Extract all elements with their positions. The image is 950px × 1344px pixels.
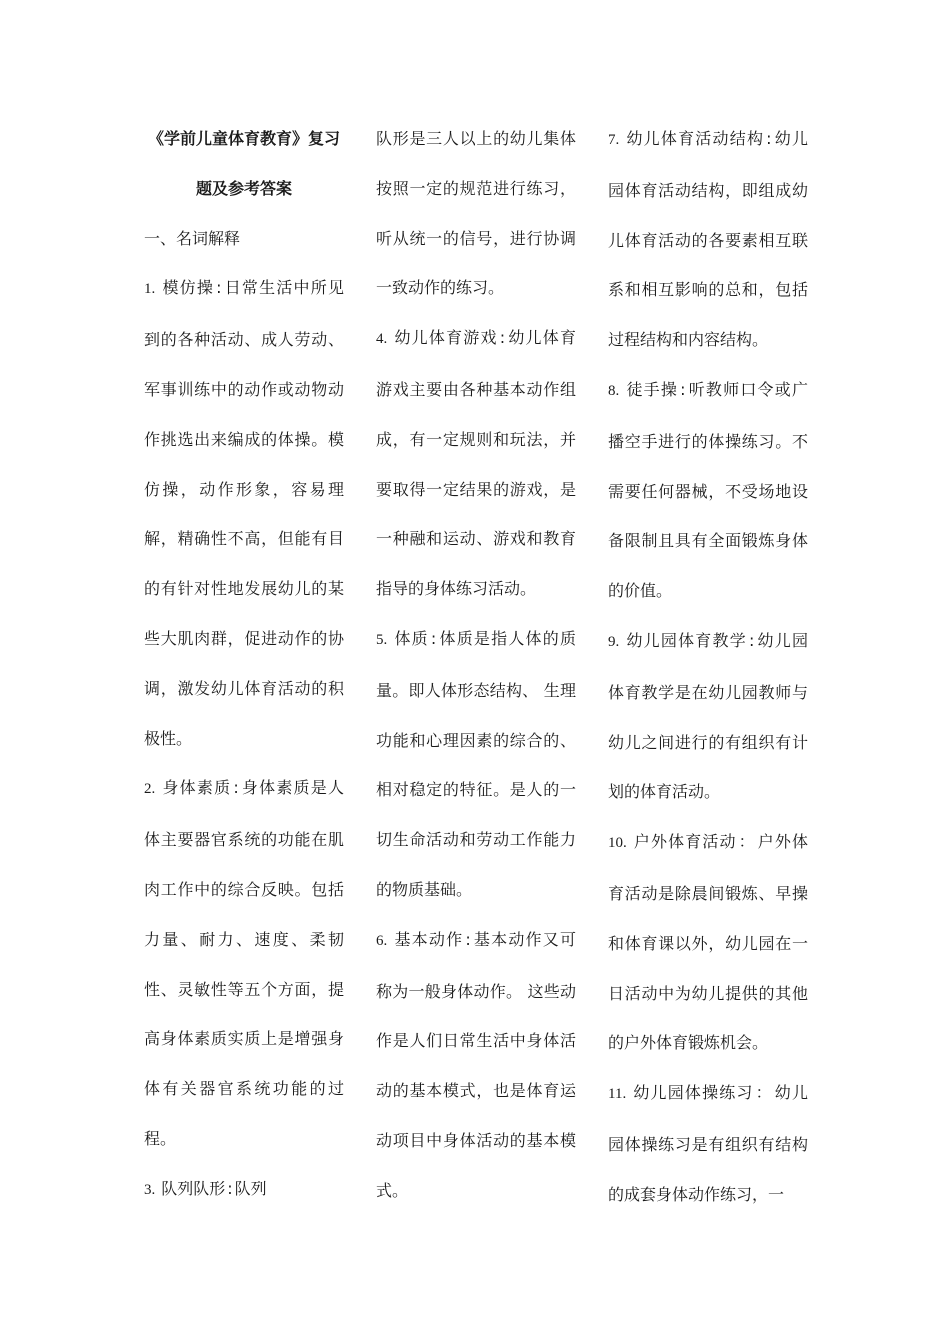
item-separator: :	[216, 278, 222, 298]
item-number: 9.	[608, 633, 620, 650]
item-definition: 基本动作又可称为一般身体动作。 这些动作是人们日常生活中身体活动的基本模式，也是体育运动项目中身体活动的基本模式。	[376, 929, 576, 1200]
definition-item-5	[376, 614, 576, 915]
item-term: 幼儿园体操练习	[632, 1083, 754, 1103]
item-separator: ：	[738, 832, 756, 852]
item-definition: 日常生活中所见到的各种活动、成人劳动、军事训练中的动作或动物动作挑选出来编成的体操。模仿操，动作形象，容易理解，精确性不高，但能有目的有针对性地发展幼儿的某些大肌肉群，促进动作的协调，激发幼儿体育活动的积极性。	[144, 278, 344, 748]
item-term: 基本动作	[393, 929, 464, 949]
definition-item-6	[376, 915, 576, 1216]
item-term: 模仿操	[161, 278, 215, 298]
item-number: 8.	[608, 382, 620, 399]
definition-item-10	[608, 817, 808, 1068]
item-separator: :	[680, 379, 686, 399]
item-separator: :	[499, 328, 506, 348]
item-term: 体质	[393, 628, 429, 648]
item-separator: :	[748, 630, 755, 650]
item-definition: 听教师口令或广播空手进行的体操练习。不需要任何器械，不受场地设备限制且具有全面锻炼身体的价值。	[608, 379, 808, 601]
item-definition: 户外体育活动是除晨间锻炼、早操和体育课以外，幼儿园在一日活动中为幼儿提供的其他的户外体育锻炼机会。	[608, 832, 808, 1053]
definition-item-2	[144, 763, 344, 1163]
item-definition: 幼儿体育游戏主要由各种基本动作组成，有一定规则和玩法，并要取得一定结果的游戏，是一种融和运动、游戏和教育指导的身体练习活动。	[376, 328, 576, 599]
text-column-1	[144, 114, 344, 1216]
definition-item-3-cont	[376, 114, 576, 313]
item-separator: :	[233, 778, 239, 798]
item-term: 徒手操	[625, 379, 679, 399]
item-separator: :	[227, 1178, 233, 1198]
text-column-2	[376, 114, 576, 1216]
item-term: 幼儿体育活动结构	[625, 129, 765, 148]
item-separator: :	[465, 929, 471, 949]
definition-item-3-start	[144, 1164, 344, 1216]
item-term: 身体素质	[161, 778, 232, 798]
document-title: 《学前儿童体育教育》复习题及参考答案	[147, 129, 340, 198]
item-definition: 体质是指人体的质量。即人体形态结构、 生理功能和心理因素的综合的、相对稳定的特征。是人的一切生命活动和劳动工作能力的物质基础。	[376, 628, 576, 899]
item-number: 6.	[376, 932, 388, 949]
text-column-3	[608, 114, 808, 1220]
item-term: 幼儿体育游戏	[393, 328, 498, 348]
definition-item-1	[144, 263, 344, 763]
item-term: 队列队形	[161, 1178, 226, 1198]
definition-item-11	[608, 1068, 808, 1219]
item-definition: 身体素质是人体主要器官系统的功能在肌肉工作中的综合反映。包括力量、耐力、速度、柔韧性、灵敏性等五个方面，提高身体素质实质上是增强身体有关器官系统功能的过程。	[144, 778, 344, 1148]
item-number: 1.	[144, 281, 156, 298]
definition-item-4	[376, 313, 576, 614]
section-heading: 一、名词解释	[144, 228, 241, 248]
item-term: 幼儿园体育教学	[625, 630, 747, 650]
item-definition-part: 队形是三人以上的幼儿集体按照一定的规范进行练习，听从统一的信号，进行协调一致动作的练习。	[376, 129, 576, 298]
item-number: 4.	[376, 331, 388, 348]
item-separator: ：	[755, 1083, 773, 1103]
item-number: 10.	[608, 835, 627, 852]
item-definition: 幼儿园体育教学是在幼儿园教师与幼儿之间进行的有组织有计划的体育活动。	[608, 630, 808, 802]
item-definition: 幼儿园体操练习是有组织有结构的成套身体动作练习，一	[608, 1083, 808, 1204]
item-definition: 幼儿园体育活动结构，即组成幼儿体育活动的各要素相互联系和相互影响的总和，包括过程结构和内容结构。	[608, 129, 808, 350]
item-number: 2.	[144, 781, 156, 798]
item-definition-part: 队列	[234, 1178, 267, 1198]
definition-item-7	[608, 114, 808, 365]
definition-item-8	[608, 365, 808, 616]
item-number: 5.	[376, 631, 388, 648]
item-separator: :	[430, 628, 437, 648]
definition-item-9	[608, 616, 808, 817]
item-number: 11.	[608, 1086, 627, 1103]
item-number: 7.	[608, 132, 620, 148]
item-term: 户外体育活动	[632, 832, 737, 852]
item-separator: :	[766, 129, 772, 148]
item-number: 3.	[144, 1181, 156, 1198]
